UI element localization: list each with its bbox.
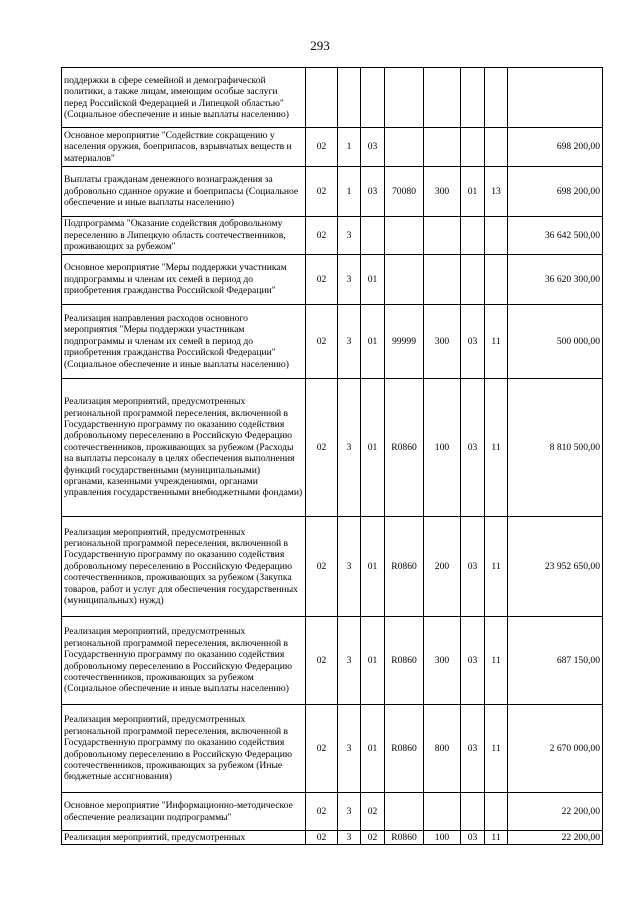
subsection-code: 01 [361, 255, 385, 305]
table-row [62, 617, 603, 705]
program-code: 70080 [385, 167, 424, 217]
row-name: поддержки в сфере семейной и демографической политики, а также лицам, имеющим особые заслуги перед Российской Федерацией и Липецкой областью" (Социальное обеспечение и иные выплаты населению) [62, 68, 306, 128]
ministry-code: 02 [306, 617, 338, 705]
expense-type-code [424, 68, 461, 128]
section-code [338, 68, 361, 128]
section-code: 3 [338, 831, 361, 845]
chapter-code [461, 793, 485, 831]
amount [508, 68, 603, 128]
section-code: 3 [338, 793, 361, 831]
table-row [62, 128, 603, 167]
subchapter-code: 11 [485, 617, 508, 705]
row-name: Выплаты гражданам денежного вознаграждения за добровольно сданное оружие и боеприпасы (Социальное обеспечение и иные выплаты населению) [62, 167, 306, 217]
subsection-code: 03 [361, 167, 385, 217]
section-code: 3 [338, 379, 361, 517]
program-code: R0860 [385, 831, 424, 845]
subchapter-code: 11 [485, 705, 508, 793]
ministry-code: 02 [306, 255, 338, 305]
ministry-code: 02 [306, 217, 338, 255]
row-name: Подпрограмма "Оказание содействия добровольному переселению в Липецкую область соотечественников, проживающих за рубежом" [62, 217, 306, 255]
section-code: 3 [338, 705, 361, 793]
row-name: Реализация направления расходов основного мероприятия "Меры поддержки участникам подпрограммы и членам их семей в период до приобретения гражданства Российской Федерации" (Социальное обеспечение и иные выплаты населению) [62, 305, 306, 379]
chapter-code [461, 255, 485, 305]
table-row [62, 379, 603, 517]
ministry-code [306, 68, 338, 128]
chapter-code: 03 [461, 517, 485, 617]
row-name: Реализация мероприятий, предусмотренных [62, 831, 306, 845]
expense-type-code: 300 [424, 305, 461, 379]
ministry-code: 02 [306, 167, 338, 217]
table-row [62, 68, 603, 128]
amount: 36 620 300,00 [508, 255, 603, 305]
program-code: 99999 [385, 305, 424, 379]
amount: 22 200,00 [508, 793, 603, 831]
subsection-code [361, 217, 385, 255]
table-row [62, 831, 603, 845]
subchapter-code: 11 [485, 831, 508, 845]
subsection-code: 02 [361, 831, 385, 845]
table-body [62, 68, 603, 845]
program-code [385, 68, 424, 128]
table-row [62, 705, 603, 793]
expense-type-code: 300 [424, 167, 461, 217]
expense-type-code: 300 [424, 617, 461, 705]
section-code: 3 [338, 305, 361, 379]
chapter-code: 01 [461, 167, 485, 217]
amount: 22 200,00 [508, 831, 603, 845]
table-row [62, 793, 603, 831]
amount: 2 670 000,00 [508, 705, 603, 793]
subchapter-code [485, 217, 508, 255]
program-code: R0860 [385, 617, 424, 705]
amount: 36 642 500,00 [508, 217, 603, 255]
expense-type-code [424, 128, 461, 167]
chapter-code [461, 217, 485, 255]
program-code [385, 793, 424, 831]
table-row [62, 217, 603, 255]
table-row [62, 517, 603, 617]
ministry-code: 02 [306, 128, 338, 167]
expense-type-code [424, 255, 461, 305]
program-code [385, 217, 424, 255]
chapter-code: 03 [461, 831, 485, 845]
table-row [62, 305, 603, 379]
program-code: R0860 [385, 379, 424, 517]
amount: 698 200,00 [508, 128, 603, 167]
subsection-code: 03 [361, 128, 385, 167]
program-code [385, 128, 424, 167]
subchapter-code [485, 68, 508, 128]
ministry-code: 02 [306, 705, 338, 793]
subsection-code: 01 [361, 705, 385, 793]
amount: 500 000,00 [508, 305, 603, 379]
section-code: 1 [338, 128, 361, 167]
expense-type-code [424, 793, 461, 831]
subchapter-code: 13 [485, 167, 508, 217]
ministry-code: 02 [306, 305, 338, 379]
row-name: Реализация мероприятий, предусмотренных региональной программой переселения, включенной в Государственную программу по оказанию содействия добровольному переселению в Российскую Федерацию соотечественников, проживающих за рубежом (Расходы на выплаты персоналу в целях обеспечения выполнения функций государственными (муниципальными) органами, казенными учреждениями, органами управления государственными внебюджетными фондами) [62, 379, 306, 517]
row-name: Реализация мероприятий, предусмотренных региональной программой переселения, включенной в Государственную программу по оказанию содействия добровольному переселению в Российскую Федерацию соотечественников, проживающих за рубежом (Закупка товаров, работ и услуг для обеспечения государственных (муниципальных) нужд) [62, 517, 306, 617]
program-code [385, 255, 424, 305]
expense-type-code: 200 [424, 517, 461, 617]
row-name: Основное мероприятие "Меры поддержки участникам подпрограммы и членам их семей в период до приобретения гражданства Российской Федерации" [62, 255, 306, 305]
amount: 698 200,00 [508, 167, 603, 217]
chapter-code: 03 [461, 305, 485, 379]
subsection-code: 01 [361, 517, 385, 617]
row-name: Основное мероприятие "Содействие сокращению у населения оружия, боеприпасов, взрывчатых веществ и материалов" [62, 128, 306, 167]
table-row [62, 167, 603, 217]
subsection-code: 01 [361, 617, 385, 705]
subsection-code: 02 [361, 793, 385, 831]
subchapter-code [485, 793, 508, 831]
subchapter-code [485, 255, 508, 305]
subchapter-code: 11 [485, 379, 508, 517]
amount: 23 952 650,00 [508, 517, 603, 617]
budget-table [61, 67, 603, 845]
section-code: 3 [338, 517, 361, 617]
subchapter-code [485, 128, 508, 167]
chapter-code [461, 68, 485, 128]
section-code: 1 [338, 167, 361, 217]
section-code: 3 [338, 617, 361, 705]
ministry-code: 02 [306, 517, 338, 617]
chapter-code [461, 128, 485, 167]
row-name: Реализация мероприятий, предусмотренных региональной программой переселения, включенной в Государственную программу по оказанию содействия добровольному переселению в Российскую Федерацию соотечественников, проживающих за рубежом (Иные бюджетные ассигнования) [62, 705, 306, 793]
amount: 8 810 500,00 [508, 379, 603, 517]
row-name: Реализация мероприятий, предусмотренных региональной программой переселения, включенной в Государственную программу по оказанию содействия добровольному переселению в Российскую Федерацию соотечественников, проживающих за рубежом (Социальное обеспечение и иные выплаты населению) [62, 617, 306, 705]
subsection-code [361, 68, 385, 128]
amount: 687 150,00 [508, 617, 603, 705]
subchapter-code: 11 [485, 305, 508, 379]
ministry-code: 02 [306, 379, 338, 517]
section-code: 3 [338, 255, 361, 305]
page-number: 293 [310, 38, 330, 53]
section-code: 3 [338, 217, 361, 255]
row-name: Основное мероприятие "Информационно-методическое обеспечение реализации подпрограммы" [62, 793, 306, 831]
expense-type-code [424, 217, 461, 255]
chapter-code: 03 [461, 705, 485, 793]
table-row [62, 255, 603, 305]
chapter-code: 03 [461, 379, 485, 517]
program-code: R0860 [385, 705, 424, 793]
ministry-code: 02 [306, 831, 338, 845]
expense-type-code: 100 [424, 379, 461, 517]
expense-type-code: 800 [424, 705, 461, 793]
expense-type-code: 100 [424, 831, 461, 845]
subsection-code: 01 [361, 305, 385, 379]
chapter-code: 03 [461, 617, 485, 705]
subsection-code: 01 [361, 379, 385, 517]
subchapter-code: 11 [485, 517, 508, 617]
program-code: R0860 [385, 517, 424, 617]
ministry-code: 02 [306, 793, 338, 831]
